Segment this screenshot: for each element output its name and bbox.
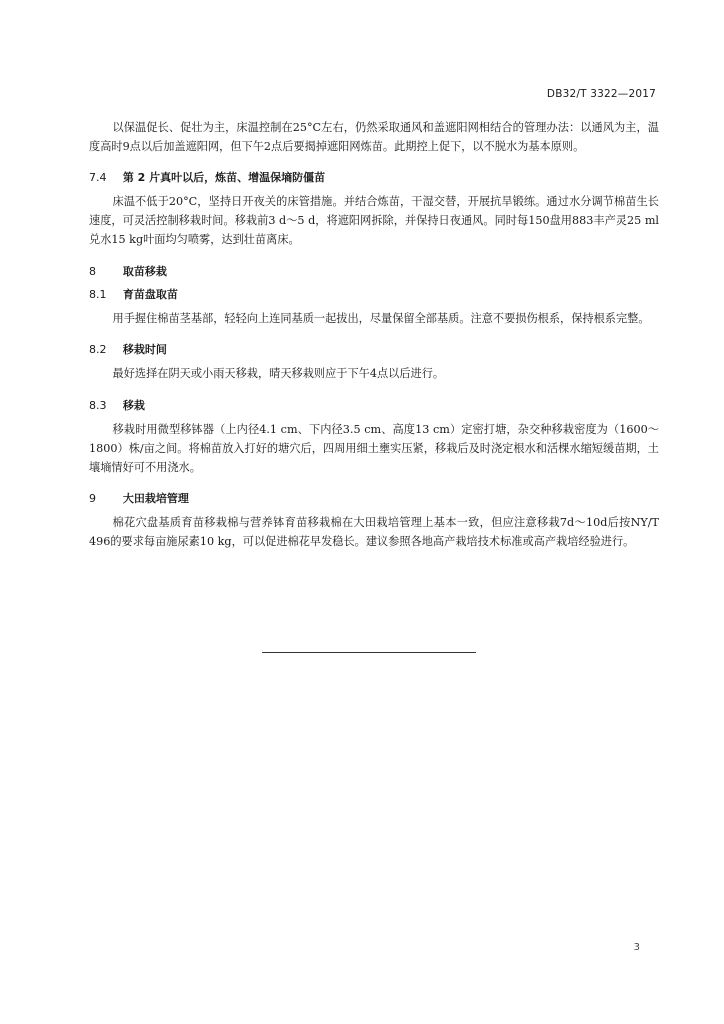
section-number: 7.4 (89, 171, 107, 184)
page-number: 3 (633, 942, 640, 953)
section-number: 8.2 (89, 343, 107, 356)
end-of-document-rule (262, 652, 476, 653)
section-heading-8-1 (89, 285, 659, 304)
section-heading-8-3 (89, 396, 659, 415)
section-number: 8 (89, 265, 96, 278)
section-title: 育苗盘取苗 (122, 288, 178, 301)
section-paragraph-7-4: 床温不低于20°C，坚持日开夜关的床管措施。并结合炼苗，干湿交替，开展抗旱锻练。通过水分调节棉苗生长速度，可灵活控制移栽时间。移栽前3 d～5 d，将遮阳网拆除，并保持日夜通风。同时每150盘用883丰产灵25 ml兑水15 kg叶面均匀喷雾，达到壮苗离床。 (89, 195, 659, 246)
section-paragraph-8-1: 用手握住棉苗茎基部，轻轻向上连同基质一起拔出，尽量保留全部基质。注意不要损伤根系，保持根系完整。 (112, 312, 650, 325)
section-number: 8.1 (89, 288, 107, 301)
document-code: DB32/T 3322—2017 (546, 88, 656, 100)
section-heading-8 (89, 262, 659, 281)
section-title: 移栽时间 (122, 343, 167, 356)
section-title: 移栽 (122, 399, 145, 412)
section-heading-8-2 (89, 340, 659, 359)
section-heading-7-4 (89, 168, 659, 187)
section-paragraph-8-2: 最好选择在阴天或小雨天移栽，晴天移栽则应于下午4点以后进行。 (112, 367, 445, 380)
section-title: 大田栽培管理 (122, 492, 189, 505)
section-paragraph-8-3: 移栽时用微型移钵器（上内径4.1 cm、下内径3.5 cm、高度13 cm）定密打塘，杂交种移栽密度为（1600～1800）株/亩之间。将棉苗放入打好的塘穴后，四周用细土壅实压紧，移栽后及时浇定根水和活棵水缩短缓苗期，土壤墒情好可不用浇水。 (89, 423, 659, 474)
section-number: 8.3 (89, 399, 107, 412)
document-body (89, 118, 659, 551)
section-number: 9 (89, 492, 96, 505)
section-title: 取苗移栽 (122, 265, 167, 278)
section-title: 第 2 片真叶以后，炼苗、增温保墒防僵苗 (122, 171, 326, 184)
section-heading-9 (89, 489, 659, 508)
intro-paragraph: 以保温促长、促壮为主，床温控制在25°C左右，仍然采取通风和盖遮阳网相结合的管理办法：以通风为主，温度高时9点以后加盖遮阳网，但下午2点后要揭掉遮阳网炼苗。此期控上促下，以不脱水为基本原则。 (89, 121, 659, 153)
section-paragraph-9: 棉花穴盘基质育苗移栽棉与营养钵育苗移栽棉在大田栽培管理上基本一致，但应注意移栽7d～10d后按NY/T 496的要求每亩施尿素10 kg，可以促进棉花早发稳长。建议参照各地高产栽培技术标准或高产栽培经验进行。 (89, 516, 659, 548)
